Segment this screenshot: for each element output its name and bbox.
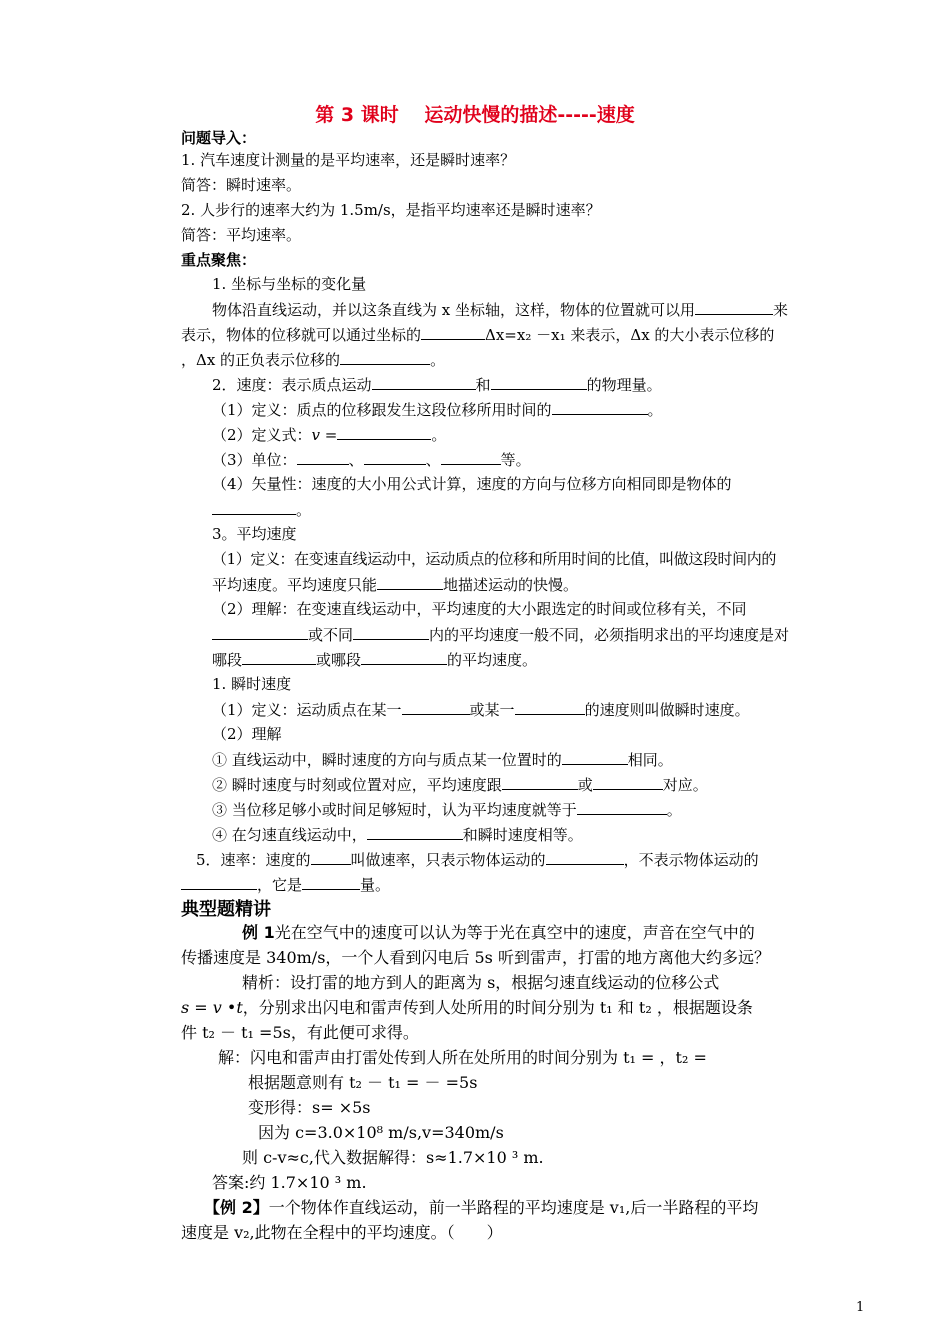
text: ② 瞬时速度与时刻或位置对应，平均速度跟 — [212, 776, 502, 794]
fill-blank[interactable] — [212, 499, 296, 515]
fill-blank[interactable] — [311, 849, 351, 865]
speed-vector: （4）矢量性：速度的大小用公式计算，速度的方向与位移方向相同即是物体的 — [212, 475, 732, 493]
text: ① 直线运动中，瞬时速度的方向与质点某一位置时的 — [212, 751, 562, 769]
instant-speed-understanding: （2）理解 — [212, 725, 282, 743]
displacement-formula: s = v •t — [181, 998, 243, 1017]
avg-speed-definition: （1）定义：在变速直线运动中，运动质点的位移和所用时间的比值，叫做这段时间内的 — [212, 550, 776, 568]
example-1-solution-4: 因为 c=3.0×10⁸ m/s,v=340m/s — [258, 1123, 504, 1142]
text: 叫做速率，只表示物体运动的 — [350, 851, 546, 869]
fill-blank[interactable] — [367, 824, 463, 840]
fill-blank[interactable] — [402, 699, 470, 715]
fill-blank[interactable] — [577, 799, 667, 815]
fill-blank[interactable] — [242, 649, 316, 665]
fill-blank[interactable] — [181, 874, 257, 890]
example-1-line-1 — [242, 922, 755, 944]
fill-blank[interactable] — [441, 449, 501, 465]
text: 2．速度：表示质点运动 — [212, 376, 372, 394]
speed-definition — [212, 399, 663, 420]
fill-blank[interactable] — [546, 849, 624, 865]
point-3 — [212, 799, 682, 820]
fill-blank[interactable] — [302, 874, 360, 890]
fill-blank[interactable] — [372, 374, 476, 390]
fill-blank[interactable] — [353, 624, 429, 640]
text: 哪段 — [212, 651, 243, 669]
text: 物体沿直线运动，并以这条直线为 x 坐标轴，这样，物体的位置就可以用 — [212, 301, 695, 319]
section-1-line-3 — [181, 349, 445, 370]
text: 等。 — [500, 451, 531, 469]
fill-blank[interactable] — [421, 324, 485, 340]
fill-blank[interactable] — [593, 774, 663, 790]
point-4 — [212, 824, 583, 845]
text: Δx=x₂ －x₁ 来表示，Δx 的大小表示位移的 — [485, 326, 775, 344]
page-title: 第 3 课时 运动快慢的描述-----速度 — [315, 104, 635, 126]
section-1-line-1 — [212, 299, 788, 320]
intro-question-1: 1. 汽车速度计测量的是平均速率，还是瞬时速率？ — [181, 151, 516, 169]
text: 光在空气中的速度可以认为等于光在真空中的速度，声音在空气中的 — [274, 923, 755, 942]
fill-blank[interactable] — [361, 649, 447, 665]
text: 或哪段 — [316, 651, 362, 669]
section-5 — [196, 849, 759, 870]
instant-speed-definition — [212, 699, 750, 720]
section-4-title: 1. 瞬时速度 — [212, 675, 292, 693]
text: （2）定义式： — [212, 426, 312, 444]
section-2-title — [212, 374, 662, 395]
example-2-label: 【例 2】 — [204, 1198, 269, 1217]
text: ，它是 — [257, 876, 303, 894]
text: （1）定义：质点的位移跟发生这段位移所用时间的 — [212, 401, 552, 419]
point-2 — [212, 774, 708, 795]
intro-question-2: 2. 人步行的速率大约为 1.5m/s，是指平均速率还是瞬时速率？ — [181, 201, 601, 219]
example-1-line-4 — [181, 997, 753, 1019]
text: 。 — [430, 351, 446, 369]
fill-blank[interactable] — [364, 449, 426, 465]
speed-vector-blank — [212, 499, 311, 520]
avg-speed-definition-2 — [212, 574, 578, 595]
text: 、 — [348, 451, 364, 469]
example-1-solution-2: 根据题意则有 t₂ － t₁ = － =5s — [248, 1073, 478, 1092]
intro-answer-1: 简答：瞬时速率。 — [181, 176, 302, 194]
text: 或某一 — [469, 701, 515, 719]
example-1-solution-3: 变形得：s= ×5s — [248, 1098, 371, 1117]
fill-blank[interactable] — [515, 699, 585, 715]
text: 表示，物体的位移就可以通过坐标的 — [181, 326, 422, 344]
text: 平均速度。平均速度只能 — [212, 576, 378, 594]
example-1-answer: 答案:约 1.7×10 ³ m. — [212, 1173, 367, 1192]
text: 和瞬时速度相等。 — [462, 826, 583, 844]
text: 或不同 — [308, 626, 354, 644]
text: （1）定义：运动质点在某一 — [212, 701, 402, 719]
fill-blank[interactable] — [212, 624, 308, 640]
text: ，不表示物体运动的 — [623, 851, 759, 869]
text: 内的平均速度一般不同，必须指明求出的平均速度是对 — [429, 626, 790, 644]
intro-answer-2: 简答：平均速率。 — [181, 226, 302, 244]
example-1-solution-5: 则 c-v≈c,代入数据解得：s≈1.7×10 ³ m. — [242, 1148, 544, 1167]
example-2-line-2: 速度是 v₂,此物在全程中的平均速度。（ ） — [181, 1223, 503, 1242]
page-number: 1 — [856, 1300, 865, 1315]
text: ，Δx 的正负表示位移的 — [181, 351, 341, 369]
avg-speed-understanding: （2）理解：在变速直线运动中，平均速度的大小跟选定的时间或位移有关，不同 — [212, 600, 747, 618]
example-1-label: 例 1 — [242, 923, 275, 942]
section-3-title: 3。平均速度 — [212, 525, 297, 543]
text: 量。 — [360, 876, 391, 894]
fill-blank[interactable] — [695, 299, 773, 315]
fill-blank[interactable] — [491, 374, 587, 390]
text: 和 — [475, 376, 491, 394]
text: ，分别求出闪电和雷声传到人处所用的时间分别为 t₁ 和 t₂ ，根据题设条 — [242, 998, 753, 1017]
section-1-line-2 — [181, 324, 774, 345]
text: 一个物体作直线运动，前一半路程的平均速度是 v₁,后一半路程的平均 — [268, 1198, 759, 1217]
text: 。 — [296, 501, 312, 519]
fill-blank[interactable] — [297, 449, 349, 465]
fill-blank[interactable] — [337, 424, 431, 440]
text: 。 — [431, 426, 447, 444]
text: 。 — [647, 401, 663, 419]
fill-blank[interactable] — [562, 749, 628, 765]
text: ③ 当位移足够小或时间足够短时，认为平均速度就等于 — [212, 801, 577, 819]
velocity-symbol: v — [311, 426, 321, 444]
fill-blank[interactable] — [377, 574, 443, 590]
example-1-line-2: 传播速度是 340m/s，一个人看到闪电后 5s 听到雷声，打雷的地方离他大约多远？ — [181, 948, 770, 967]
text: 地描述运动的快慢。 — [443, 576, 579, 594]
text: ④ 在匀速直线运动中， — [212, 826, 367, 844]
fill-blank[interactable] — [552, 399, 648, 415]
text: （3）单位： — [212, 451, 297, 469]
text: 的平均速度。 — [447, 651, 538, 669]
speed-formula — [212, 424, 446, 445]
text: 5．速率：速度的 — [196, 851, 311, 869]
text: 的物理量。 — [586, 376, 662, 394]
focus-heading: 重点聚焦： — [181, 251, 257, 269]
section-5-line-2 — [181, 874, 390, 895]
example-2-line-1 — [204, 1197, 758, 1219]
avg-speed-understanding-3 — [212, 649, 537, 670]
section-1-title: 1. 坐标与坐标的变化量 — [212, 275, 367, 293]
fill-blank[interactable] — [340, 349, 430, 365]
text: = — [320, 426, 338, 444]
text: 相同。 — [627, 751, 673, 769]
text: 。 — [666, 801, 682, 819]
text: 或 — [577, 776, 593, 794]
example-1-line-5: 件 t₂ － t₁ =5s，有此便可求得。 — [181, 1023, 419, 1042]
point-1 — [212, 749, 673, 770]
examples-heading: 典型题精讲 — [181, 899, 271, 920]
speed-units — [212, 449, 531, 470]
text: 、 — [425, 451, 441, 469]
text: 对应。 — [662, 776, 708, 794]
example-1-solution-1: 解：闪电和雷声由打雷处传到人所在处所用的时间分别为 t₁ = ，t₂ = — [218, 1048, 707, 1067]
example-1-line-3: 精析：设打雷的地方到人的距离为 s，根据匀速直线运动的位移公式 — [242, 973, 720, 992]
avg-speed-understanding-2 — [212, 624, 789, 645]
fill-blank[interactable] — [502, 774, 578, 790]
text: 来 — [773, 301, 789, 319]
intro-heading: 问题导入： — [181, 129, 257, 147]
text: 的速度则叫做瞬时速度。 — [584, 701, 750, 719]
